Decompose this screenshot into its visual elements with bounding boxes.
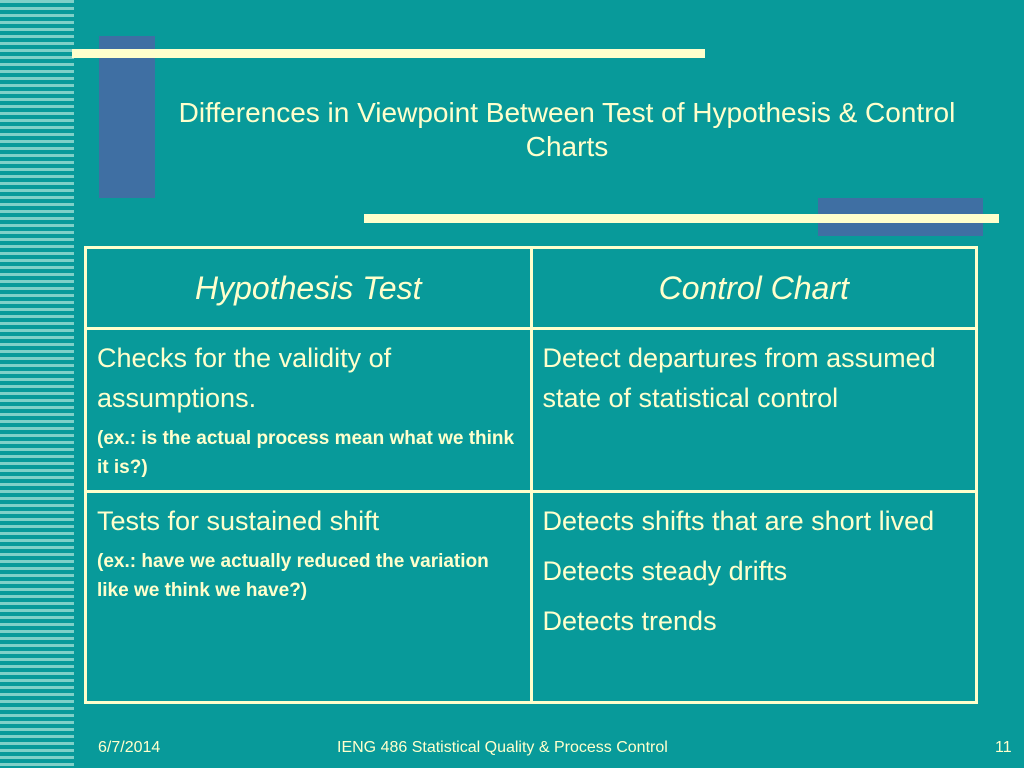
- table-cell: [86, 329, 532, 492]
- table-header-row: [86, 248, 977, 329]
- row1-left-text: Checks for the validity of assumptions.: [97, 343, 392, 413]
- footer-page-number: 11: [995, 739, 1012, 756]
- header-hypothesis-test: Hypothesis Test: [86, 248, 532, 329]
- footer-course: IENG 486 Statistical Quality & Process Control: [337, 739, 668, 756]
- footer-date: 6/7/2014: [98, 739, 161, 756]
- row2-left-example: (ex.: have we actually reduced the variation like we think we have?): [97, 551, 489, 601]
- table-cell: [86, 492, 532, 703]
- header-control-chart: Control Chart: [531, 248, 977, 329]
- comparison-table: [84, 246, 978, 704]
- slide-title: Differences in Viewpoint Between Test of Hypothesis & Control Charts: [178, 97, 956, 162]
- row1-left-example: (ex.: is the actual process mean what we think it is?): [97, 428, 515, 478]
- row2-left-text: Tests for sustained shift: [97, 506, 380, 536]
- table-cell: [531, 329, 977, 492]
- row1-right-text: Detect departures from assumed state of statistical control: [542, 343, 936, 413]
- list-item: Detects trends: [542, 606, 717, 636]
- left-stripe-decoration: [0, 0, 74, 768]
- table-row: [86, 492, 977, 703]
- table-row: [86, 329, 977, 492]
- blue-accent-block-top: [99, 36, 155, 198]
- list-item: Detects steady drifts: [542, 556, 788, 586]
- table-cell: [531, 492, 977, 703]
- title-rule-bottom: [364, 214, 999, 223]
- title-rule-top: [72, 49, 705, 58]
- list-item: Detects shifts that are short lived: [542, 506, 935, 536]
